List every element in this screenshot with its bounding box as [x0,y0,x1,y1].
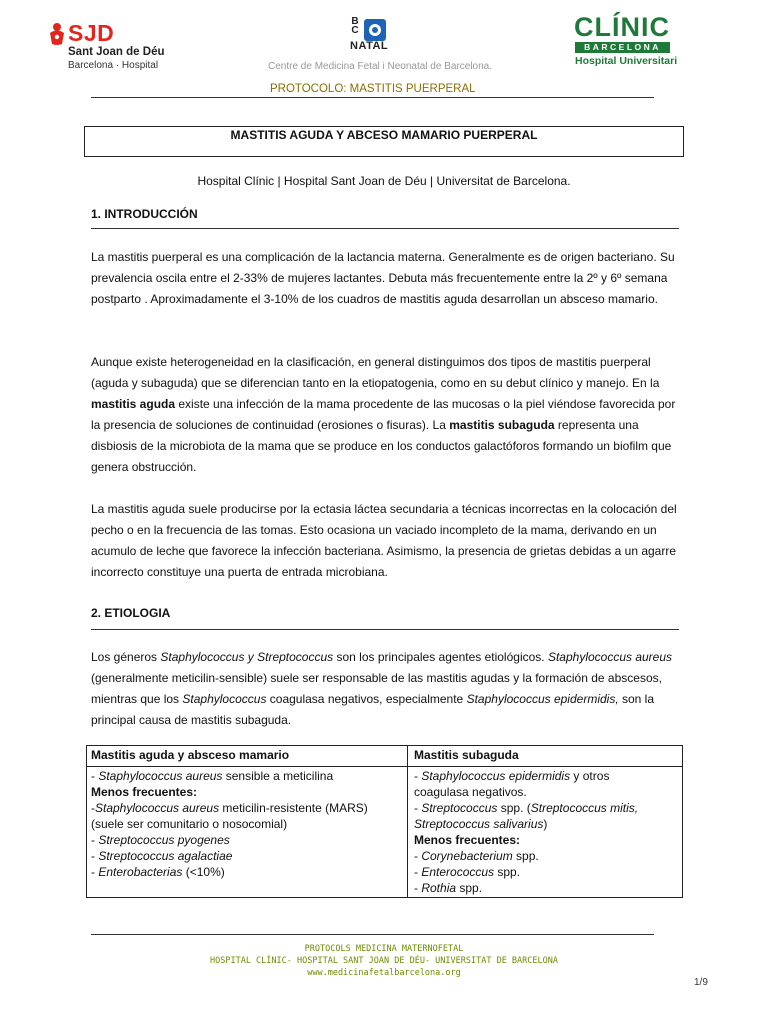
intro-paragraph-1: La mastitis puerperal es una complicación de la lactancia materna. Generalmente es de origen bacteriano. Su prevalencia oscila entre el 2-33% de mujeres lactantes. Debuta más frecuentemente entre la 2º y 6º semana postparto . Aproximadamente el 3-10% de los cuadros de mastitis aguda desarrollan un absceso mamario. [91,250,675,306]
section-divider [91,629,679,630]
table-cell-acute: - Staphylococcus aureus sensible a meticilina Menos frecuentes: -Staphylococcus aureus meticilin-resistente (MARS) (suele ser comunitario o nosocomial) - Streptococcus pyogenes - Streptococcus agalactiae - Enterobacterias (<10%) [91,769,368,879]
footer-website-link[interactable]: www.medicinafetalbarcelona.org [307,968,461,978]
bcnatal-logo-text: NATAL [350,40,389,52]
intro-paragraph-3: La mastitis aguda suele producirse por la ectasia láctea secundaria a técnicas incorrectas en la colocación del pecho o en la frecuencia de las tomas. Esto ocasiona un vaciado incompleto de la mama, derivando en un acumulo de leche que favorece la infección bacteriana. Asimismo, la presencia de grietas debidas a un agarre incorrecto constituye una puerta de entrada microbiana. [91,502,677,579]
affiliation: Hospital Clínic | Hospital Sant Joan de Déu | Universitat de Barcelona. [197,174,571,188]
protocol-label: PROTOCOLO: MASTITIS PUERPERAL [270,83,476,95]
section-heading-etiologia: 2. ETIOLOGIA [91,606,171,620]
centre-name: Centre de Medicina Fetal i Neonatal de Barcelona. [268,61,493,72]
sjd-hospital-sub: Barcelona · Hospital [68,60,159,71]
table-header-acute: Mastitis aguda y absceso mamario [91,748,290,762]
clinic-logo-city: BARCELONA [575,42,670,53]
header-divider [91,97,654,98]
table-column-divider [407,745,408,898]
table-header-divider [86,766,683,767]
bcnatal-eye-icon [364,19,386,41]
footer-divider [91,934,654,935]
section-divider [91,228,679,229]
bcnatal-letters: B C [351,16,359,36]
page-number: 1/9 [694,977,708,988]
sjd-hospital-name: Sant Joan de Déu [68,46,165,58]
sjd-logo-icon [48,22,66,46]
table-cell-subacute: - Staphylococcus epidermidis y otros coagulasa negativos. - Streptococcus spp. (Streptococcus mitis, Streptococcus salivarius) Menos frecuentes: - Corynebacterium spp. - Enterococcus spp. - Rothia spp. [414,769,639,895]
document-title: MASTITIS AGUDA Y ABCESO MAMARIO PUERPERAL [230,128,538,142]
intro-paragraph-2: Aunque existe heterogeneidad en la clasificación, en general distinguimos dos tipos de mastitis puerperal (aguda y subaguda) que se diferencian tanto en la etiopatogenia, como en su debut clínico y manejo. En la mastitis aguda existe una infección de la mama procedente de las mucosas o la piel viéndose favorecida por la presencia de soluciones de continuidad (erosiones o fisuras). La mastitis subaguda representa una disbiosis de la microbiota de la mama que se produce en los conductos galactóforos formando un biofilm que genera obstrucción. [91,355,676,474]
etiologia-paragraph: Los géneros Staphylococcus y Streptococcus son los principales agentes etiológicos. Staphylococcus aureus (generalmente meticilin-sensible) suele ser responsable de las mastitis agudas y la formación de abscesos, mientras que los Staphylococcus coagulasa negativos, especialmente Staphylococcus epidermidis, son la principal causa de mastitis subaguda. [91,650,673,727]
sjd-logo-text: SJD [68,20,115,46]
clinic-logo-text: CLÍNIC [574,12,670,42]
clinic-logo-hospital: Hospital Universitari [575,55,678,67]
footer-line-2: HOSPITAL CLÍNIC- HOSPITAL SANT JOAN DE DÉU- UNIVERSITAT DE BARCELONA [210,956,558,966]
section-heading-introduccion: 1. INTRODUCCIÓN [91,207,198,221]
footer-line-1: PROTOCOLS MEDICINA MATERNOFETAL [304,944,464,954]
table-header-subacute: Mastitis subaguda [414,748,519,762]
